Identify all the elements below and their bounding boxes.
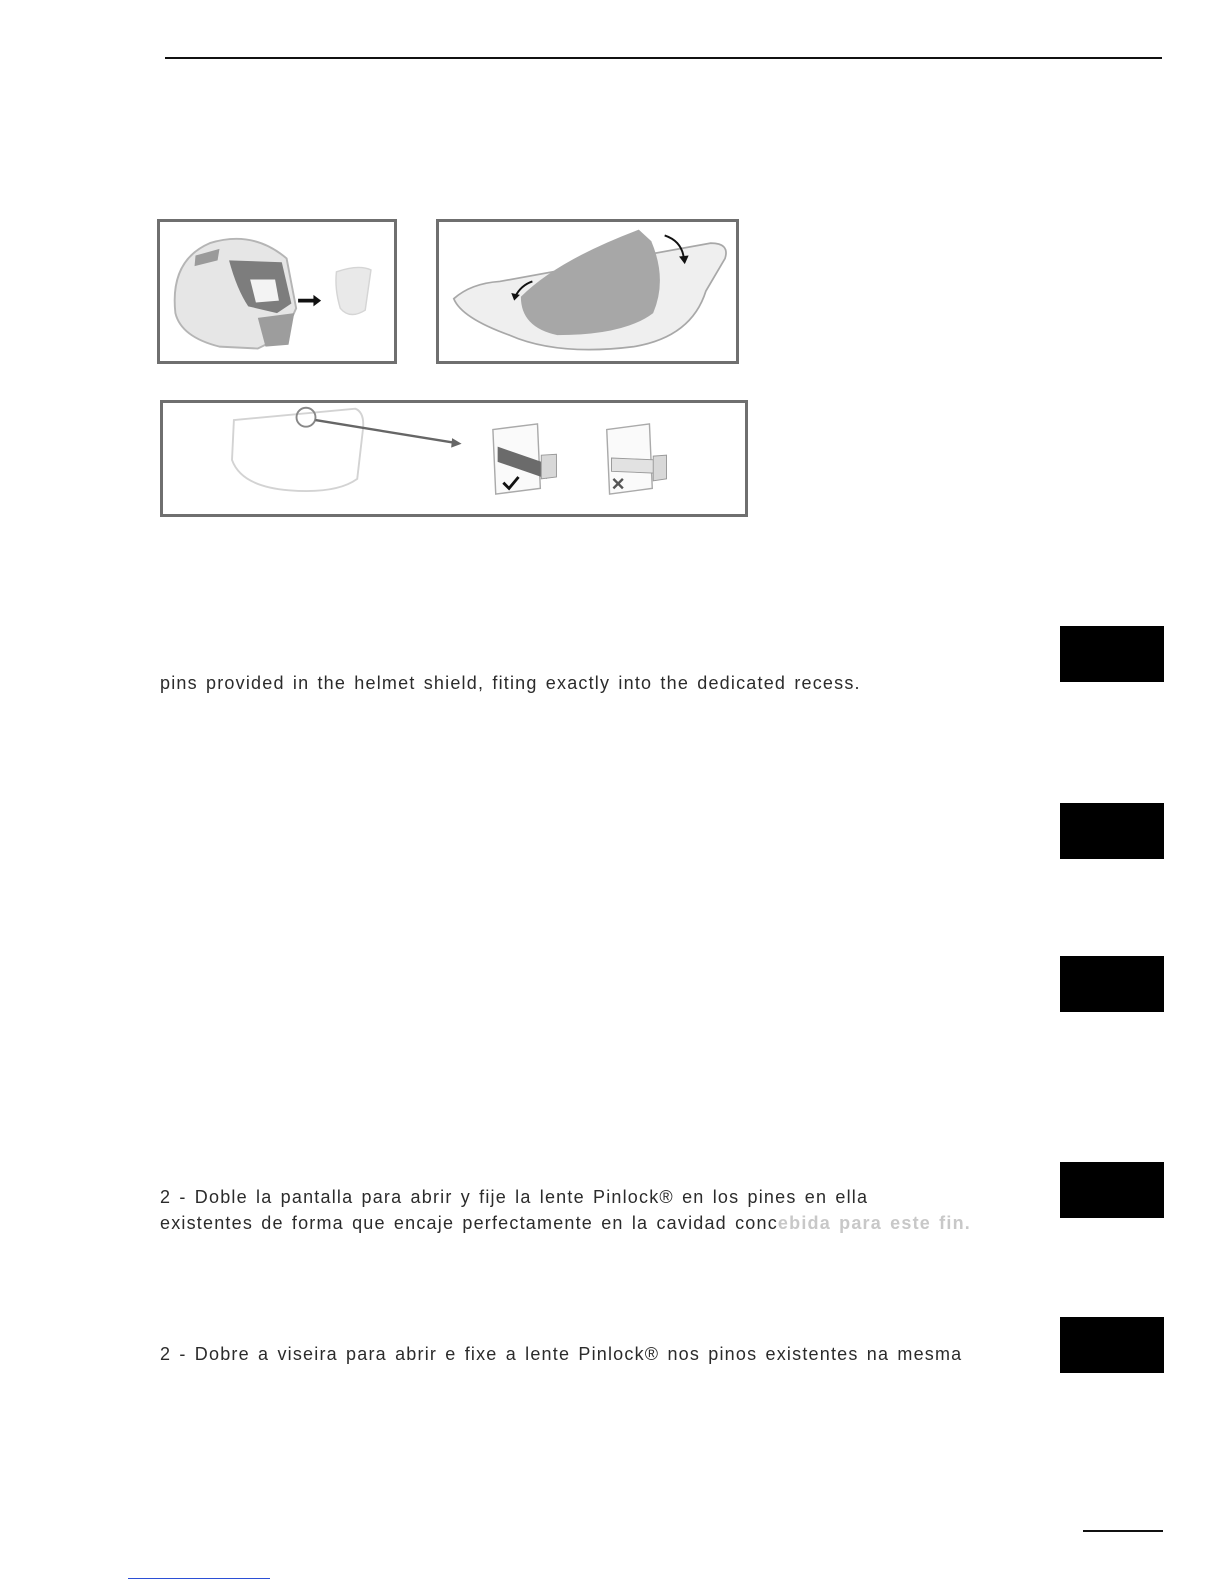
footer-rule — [1083, 1530, 1163, 1532]
language-tab-5 — [1060, 1317, 1164, 1373]
helmet-visor-removal-figure — [157, 219, 397, 364]
spanish-line-2-text: existentes de forma que encaje perfectamente en la cavidad conc — [160, 1213, 778, 1233]
visor-fold-figure — [436, 219, 739, 364]
helmet-illustration — [160, 222, 394, 361]
pinlock-pin-fit-figure — [160, 400, 748, 517]
pinlock-pin-illustration — [163, 403, 745, 514]
spanish-instruction-line-1: 2 - Doble la pantalla para abrir y fije la lente Pinlock® en los pines en ella — [160, 1187, 869, 1207]
spanish-instruction-line-2 — [160, 1213, 971, 1234]
language-tab-4 — [1060, 1162, 1164, 1218]
header-rule — [165, 57, 1162, 59]
visor-fold-illustration — [439, 222, 736, 361]
language-tab-3 — [1060, 956, 1164, 1012]
language-tab-1 — [1060, 626, 1164, 682]
portuguese-instruction-line-1: 2 - Dobre a viseira para abrir e fixe a lente Pinlock® nos pinos existentes na mesma — [160, 1344, 963, 1364]
language-tab-2 — [1060, 803, 1164, 859]
english-instruction-line: pins provided in the helmet shield, fiting exactly into the dedicated recess. — [160, 673, 861, 693]
footer-link-underline[interactable] — [128, 1578, 270, 1579]
spanish-line-2-faded-text: ebida para este fin. — [777, 1213, 971, 1233]
